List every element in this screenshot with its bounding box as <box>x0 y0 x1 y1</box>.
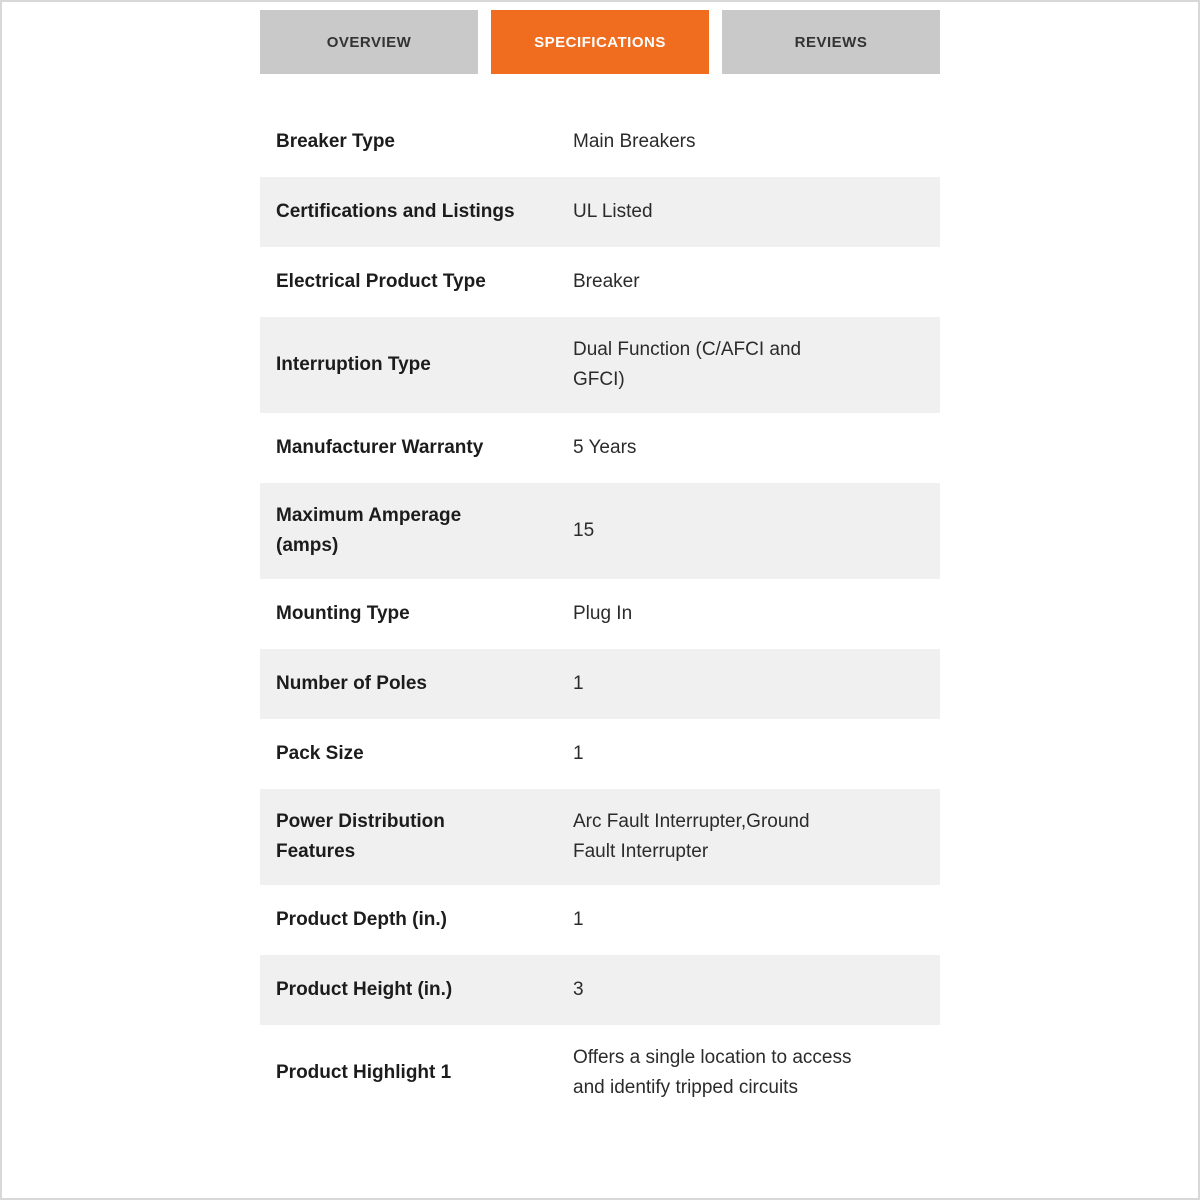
spec-value: 5 Years <box>573 437 637 458</box>
spec-value: Offers a single location to access and identify tripped circuits <box>573 1047 852 1098</box>
spec-value: 1 <box>573 909 584 930</box>
spec-label: Mounting Type <box>276 603 410 624</box>
spec-value: UL Listed <box>573 201 653 222</box>
spec-label: Number of Poles <box>276 673 427 694</box>
spec-value: Dual Function (C/AFCI and GFCI) <box>573 339 802 390</box>
spec-value: Plug In <box>573 603 633 624</box>
spec-row <box>260 885 940 955</box>
tab-label: REVIEWS <box>794 33 868 51</box>
spec-label: Product Depth (in.) <box>276 909 447 930</box>
spec-label: Product Height (in.) <box>276 979 453 1000</box>
spec-row <box>260 719 940 789</box>
spec-label: Product Highlight 1 <box>276 1062 452 1083</box>
spec-value: Arc Fault Interrupter,Ground Fault Interrupter <box>573 811 810 862</box>
spec-value: 3 <box>573 979 584 1000</box>
spec-value: 1 <box>573 673 584 694</box>
spec-label: Manufacturer Warranty <box>276 437 484 458</box>
spec-row <box>260 107 940 177</box>
tab-specifications[interactable] <box>491 10 709 74</box>
spec-label: Breaker Type <box>276 131 395 152</box>
spec-row <box>260 483 940 579</box>
spec-row <box>260 1025 940 1121</box>
specifications-table <box>260 107 940 1121</box>
tab-label: SPECIFICATIONS <box>534 33 666 51</box>
tab-overview[interactable] <box>260 10 478 74</box>
spec-row <box>260 413 940 483</box>
spec-value: Breaker <box>573 271 640 292</box>
spec-value: 15 <box>573 520 595 541</box>
spec-label: Power Distribution Features <box>276 811 445 862</box>
spec-label: Maximum Amperage (amps) <box>276 505 462 556</box>
spec-label: Pack Size <box>276 743 364 764</box>
spec-row <box>260 579 940 649</box>
spec-row <box>260 247 940 317</box>
spec-label: Interruption Type <box>276 354 431 375</box>
tab-label: OVERVIEW <box>326 33 412 51</box>
spec-label: Electrical Product Type <box>276 271 486 292</box>
spec-value: 1 <box>573 743 584 764</box>
tab-reviews[interactable] <box>722 10 940 74</box>
spec-row <box>260 955 940 1025</box>
spec-value: Main Breakers <box>573 131 696 152</box>
spec-row <box>260 789 940 885</box>
spec-row <box>260 177 940 247</box>
spec-row <box>260 317 940 413</box>
tab-bar <box>260 10 940 74</box>
spec-label: Certifications and Listings <box>276 201 515 222</box>
spec-row <box>260 649 940 719</box>
